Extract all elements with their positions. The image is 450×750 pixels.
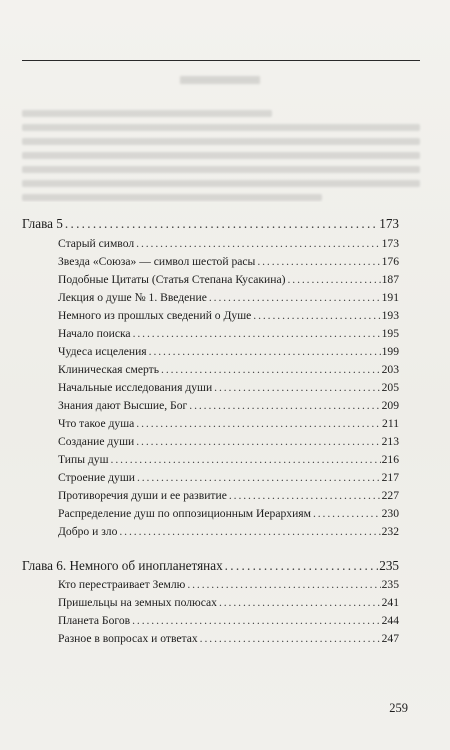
page-number: 259 [389, 701, 408, 715]
bleed-through-text [0, 62, 450, 202]
toc-entry [58, 361, 399, 379]
leader-dots [214, 379, 380, 397]
leader-dots [111, 451, 381, 469]
entry-title: Распределение душ по оппозиционным Иерархиям [58, 507, 311, 520]
leader-dots [219, 594, 381, 612]
entry-title: Что такое душа [58, 417, 135, 430]
leader-dots [225, 557, 379, 575]
toc-entry [58, 433, 399, 451]
toc-entry [58, 415, 399, 433]
entry-title: Лекция о душе № 1. Введение [58, 291, 207, 304]
entry-page: 209 [381, 399, 399, 412]
header-rule [22, 60, 420, 61]
entry-page: 173 [381, 237, 399, 250]
leader-dots [229, 487, 381, 505]
leader-dots [187, 576, 380, 594]
leader-dots [133, 325, 381, 343]
leader-dots [257, 253, 380, 271]
toc-entry [58, 451, 399, 469]
entry-page: 205 [381, 381, 399, 394]
entry-page: 193 [381, 309, 399, 322]
entry-title: Подобные Цитаты (Статья Степана Кусакина) [58, 273, 286, 286]
toc-entry [58, 271, 399, 289]
toc-entry [58, 307, 399, 325]
entry-page: 247 [381, 632, 399, 645]
toc-entry [58, 505, 399, 523]
entry-title: Клиническая смерть [58, 363, 160, 376]
leader-dots [287, 271, 380, 289]
toc-entry [58, 325, 399, 343]
leader-dots [65, 215, 378, 233]
toc-entry [58, 289, 399, 307]
chapter-title: Глава 6. Немного об инопланетянах [22, 558, 223, 573]
entry-title: Строение души [58, 471, 135, 484]
entry-title: Кто перестраивает Землю [58, 578, 186, 591]
entry-page: 232 [381, 525, 399, 538]
entry-title: Знания дают Высшие, Бог [58, 399, 188, 412]
entry-page: 213 [381, 435, 399, 448]
leader-dots [313, 505, 381, 523]
chapter-title: Глава 5 [22, 216, 63, 231]
entry-page: 176 [381, 255, 399, 268]
entry-title: Создание души [58, 435, 135, 448]
chapter-page: 235 [379, 558, 399, 573]
entry-page: 199 [381, 345, 399, 358]
toc-entry [58, 343, 399, 361]
leader-dots [119, 523, 380, 541]
entry-page: 241 [381, 596, 399, 609]
entry-page: 230 [381, 507, 399, 520]
entry-title: Немного из прошлых сведений о Душе [58, 309, 252, 322]
leader-dots [137, 469, 381, 487]
leader-dots [189, 397, 380, 415]
entry-title: Звезда «Союза» — символ шестой расы [58, 255, 256, 268]
chapter-6-row [22, 557, 399, 575]
toc-entry [58, 397, 399, 415]
entry-title: Планета Богов [58, 614, 131, 627]
entry-title: Разное в вопросах и ответах [58, 632, 198, 645]
entry-page: 203 [381, 363, 399, 376]
leader-dots [161, 361, 381, 379]
entry-title: Пришельцы на земных полюсах [58, 596, 217, 609]
toc-entry [58, 594, 399, 612]
leader-dots [136, 415, 381, 433]
entry-title: Начало поиска [58, 327, 131, 340]
chapter-5-row [22, 215, 399, 233]
toc-entry [58, 469, 399, 487]
entry-page: 227 [381, 489, 399, 502]
toc-entry [58, 235, 399, 253]
toc-entry [58, 523, 399, 541]
entry-title: Чудеса исцеления [58, 345, 147, 358]
entry-page: 216 [381, 453, 399, 466]
entry-title: Добро и зло [58, 525, 118, 538]
leader-dots [253, 307, 380, 325]
entry-page: 244 [381, 614, 399, 627]
entry-page: 217 [381, 471, 399, 484]
entry-title: Начальные исследования души [58, 381, 213, 394]
entry-page: 211 [382, 417, 399, 430]
leader-dots [132, 612, 381, 630]
entry-page: 191 [381, 291, 399, 304]
entry-page: 235 [381, 578, 399, 591]
toc-entry [58, 487, 399, 505]
toc-entry [58, 253, 399, 271]
chapter-page: 173 [379, 216, 399, 231]
toc-entry [58, 630, 399, 648]
leader-dots [200, 630, 381, 648]
toc-entry [58, 379, 399, 397]
toc-entry [58, 612, 399, 630]
entry-title: Старый символ [58, 237, 135, 250]
entry-page: 195 [381, 327, 399, 340]
leader-dots [149, 343, 381, 361]
entry-title: Противоречия души и ее развитие [58, 489, 227, 502]
entry-title: Типы душ [58, 453, 109, 466]
leader-dots [136, 433, 380, 451]
leader-dots [136, 235, 380, 253]
toc-entry [58, 576, 399, 594]
leader-dots [209, 289, 381, 307]
entry-page: 187 [381, 273, 399, 286]
